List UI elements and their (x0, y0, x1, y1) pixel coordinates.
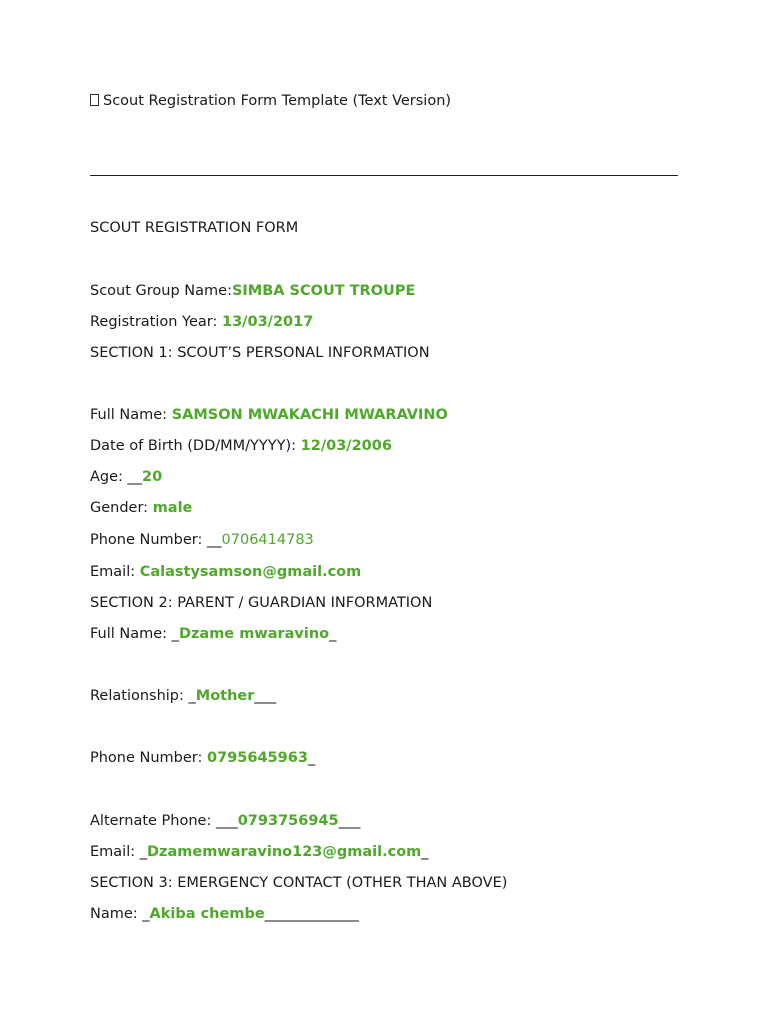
guardian-email-suffix: _ (421, 844, 429, 860)
email-row (90, 562, 361, 582)
guardian-phone-label: Phone Number: (90, 750, 208, 766)
full-name-value: SAMSON MWAKACHI MWARAVINO (171, 407, 448, 423)
dob-value: 12/03/2006 (300, 438, 392, 454)
full-name-label: Full Name: (90, 407, 172, 423)
missing-glyph-icon (90, 94, 99, 106)
guardian-email-value: Dzamemwaravino123@gmail.com (146, 844, 422, 860)
section-2-heading: SECTION 2: PARENT / GUARDIAN INFORMATION (90, 595, 433, 611)
guardian-name-value: Dzame mwaravino (178, 626, 330, 642)
registration-year-row (90, 312, 313, 332)
phone-row (90, 530, 314, 550)
section-1-heading: SECTION 1: SCOUT’S PERSONAL INFORMATION (90, 345, 430, 361)
alternate-phone-suffix: ___ (338, 813, 361, 829)
registration-year-value: 13/03/2017 (222, 314, 314, 330)
email-label: Email: (90, 564, 140, 580)
registration-year-label: Registration Year: (90, 314, 222, 330)
guardian-phone-suffix: _ (307, 750, 316, 766)
relationship-label: Relationship: _ (90, 688, 196, 704)
alternate-phone-label: Alternate Phone: ___ (90, 813, 238, 829)
alternate-phone-value: 0793756945 (237, 813, 339, 829)
guardian-email-row (90, 842, 429, 862)
email-value: Calastysamson@gmail.com (139, 564, 362, 580)
gender-value: male (152, 500, 193, 516)
relationship-suffix: ___ (254, 688, 277, 704)
dob-label: Date of Birth (DD/MM/YYYY): (90, 438, 301, 454)
age-row (90, 467, 162, 487)
guardian-name-label: Full Name: _ (90, 626, 179, 642)
age-label: Age: __ (90, 469, 143, 485)
emergency-name-suffix: _____________ (264, 906, 359, 922)
guardian-email-label: Email: _ (90, 844, 147, 860)
section-3-heading: SECTION 3: EMERGENCY CONTACT (OTHER THAN ABOVE) (90, 875, 508, 891)
dob-row (90, 436, 392, 456)
alternate-phone-row (90, 811, 360, 831)
group-name-value: SIMBA SCOUT TROUPE (231, 283, 416, 299)
horizontal-rule (90, 175, 678, 176)
document-title (90, 91, 451, 111)
relationship-row (90, 686, 276, 706)
full-name-row (90, 405, 448, 425)
group-name-row (90, 281, 415, 301)
document-title-text: Scout Registration Form Template (Text Version) (103, 93, 452, 109)
gender-label: Gender: (90, 500, 153, 516)
phone-value: 0706414783 (221, 532, 314, 548)
guardian-phone-value: 0795645963 (207, 750, 308, 766)
guardian-name-suffix: _ (329, 626, 337, 642)
group-name-label: Scout Group Name: (90, 283, 232, 299)
relationship-value: Mother (195, 688, 255, 704)
gender-row (90, 498, 192, 518)
phone-label: Phone Number: __ (90, 532, 222, 548)
guardian-phone-row (90, 748, 315, 768)
age-value: 20 (142, 469, 163, 485)
emergency-name-value: Akiba chembe (149, 906, 265, 922)
emergency-name-row (90, 904, 359, 924)
form-heading: SCOUT REGISTRATION FORM (90, 220, 299, 236)
emergency-name-label: Name: _ (90, 906, 150, 922)
guardian-name-row (90, 624, 336, 644)
